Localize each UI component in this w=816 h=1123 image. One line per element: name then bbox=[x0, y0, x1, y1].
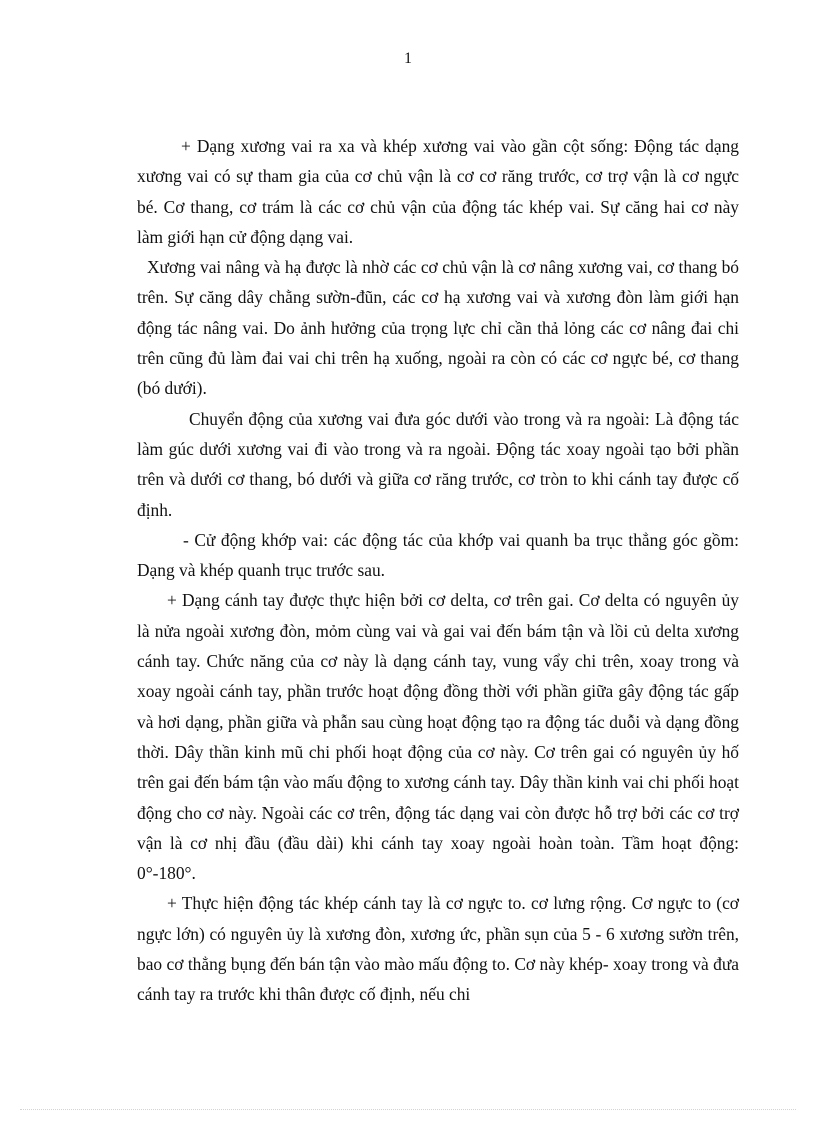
paragraph-arm-adduction: + Thực hiện động tác khép cánh tay là cơ ngực to. cơ lưng rộng. Cơ ngực to (cơ ngực lớn) có nguyên ủy là xương đòn, xương ức, phần sụn của 5 - 6 xương sườn trên, bao cơ thẳng bụng đến bán tận vào mào mấu động to. Cơ này khép- xoay trong và đưa cánh tay ra trước khi thân được cố định, nếu chi bbox=[137, 893, 739, 1005]
page-number: 1 bbox=[404, 50, 412, 67]
paragraph-scapula-abduction: + Dạng xương vai ra xa và khép xương vai vào gần cột sống: Động tác dạng xương vai có sự tham gia của cơ chủ vận là cơ cơ răng trước, cơ trợ vận là cơ ngực bé. Cơ thang, cơ trám là các cơ chủ vận của động tác khép vai. Sự căng hai cơ này làm giới hạn cử động dạng vai. bbox=[137, 136, 739, 247]
page-bottom-divider bbox=[20, 1109, 796, 1110]
paragraph-scapula-rotation: Chuyển động của xương vai đưa góc dưới vào trong và ra ngoài: Là động tác làm gúc dưới xương vai đi vào trong và ra ngoài. Động tác xoay ngoài tạo bởi phần trên và dưới cơ thang, bó dưới và giữa cơ răng trước, cơ tròn to khi cánh tay được cố định. bbox=[137, 408, 739, 520]
body-text bbox=[137, 131, 739, 1010]
paragraph-arm-abduction: + Dạng cánh tay được thực hiện bởi cơ delta, cơ trên gai. Cơ delta có nguyên ủy là nửa ngoài xương đòn, mỏm cùng vai và gai vai đến bám tận và lồi củ delta xương cánh tay. Chức năng của cơ này là dạng cánh tay, vung vẩy chi trên, xoay trong và xoay ngoài cánh tay, phần trước hoạt động đồng thời với phần giữa gây động tác gấp và hơi dạng, phần giữa và phẫn sau cùng hoạt động tạo ra động tác duỗi và dạng đồng thời. Dây thần kinh mũ chi phối hoạt động của cơ này. Cơ trên gai có nguyên ủy hố trên gai đến bám tận vào mấu động to xương cánh tay. Dây thần kinh vai chi phối hoạt động cho cơ này. Ngoài các cơ trên, động tác dạng vai còn được hỗ trợ bởi các cơ trợ vận là cơ nhị đầu (đầu dài) khi cánh tay xoay ngoài hoàn toàn. Tầm hoạt động: 0°-180°. bbox=[137, 590, 739, 884]
paragraph-shoulder-joint-movement: - Cử động khớp vai: các động tác của khớp vai quanh ba trục thẳng góc gồm: Dạng và khép quanh trục trước sau. bbox=[137, 529, 739, 581]
paragraph-scapula-elevation: Xương vai nâng và hạ được là nhờ các cơ chủ vận là cơ nâng xương vai, cơ thang bó trên. Sự căng dây chằng sườn-đũn, các cơ hạ xương vai và xương đòn làm giới hạn động tác nâng vai. Do ảnh hưởng của trọng lực chỉ cần thả lỏng các cơ nâng đai chi trên cũng đủ làm đai vai chi trên hạ xuống, ngoài ra còn có các cơ ngực bé, cơ thang (bó dưới). bbox=[137, 257, 739, 399]
